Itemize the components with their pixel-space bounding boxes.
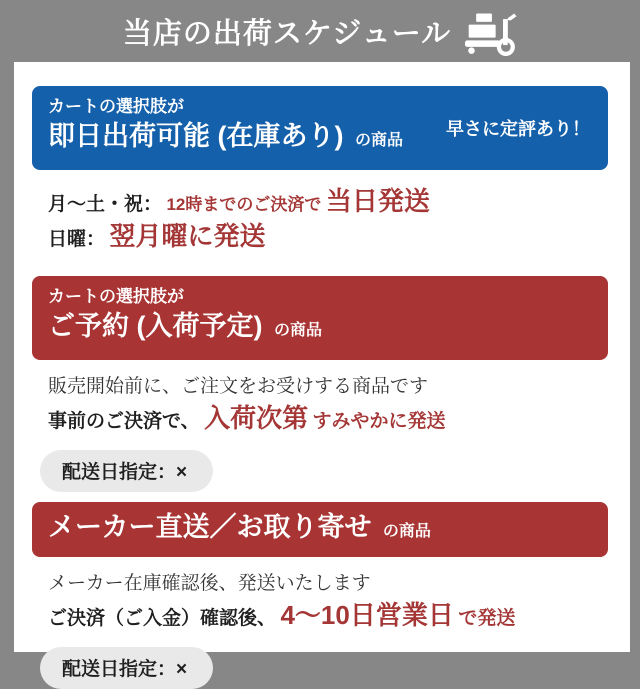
preorder-row2-highlight: 入荷次第 [204, 403, 309, 433]
section-direct-header [32, 502, 608, 557]
preorder-header-line1: カートの選択肢が [48, 287, 184, 306]
direct-row1-text: メーカー在庫確認後、発送いたします [48, 573, 371, 594]
preorder-body [48, 372, 608, 438]
direct-pill-row [32, 635, 608, 689]
preorder-header-strong: ご予約 (入荷予定) [48, 311, 263, 341]
preorder-row2-label: 事前のご決済で、 [48, 411, 200, 432]
preorder-pill-row [32, 438, 608, 492]
direct-row2-label: ご決済（ご入金）確認後、 [48, 608, 277, 629]
section-instock-header [32, 86, 608, 170]
instock-row2-highlight: 翌月曜に発送 [109, 221, 266, 251]
preorder-header-suffix: の商品 [273, 322, 322, 339]
direct-header-suffix: の商品 [382, 523, 431, 540]
delivery-cart-icon [465, 11, 517, 55]
direct-delivery-date-badge: 配送日指定：× [40, 647, 213, 689]
preorder-row-shipping [48, 403, 608, 438]
direct-row-description [48, 569, 608, 600]
instock-row1-label: 月〜土・祝： [48, 194, 163, 215]
instock-row1-condition: 12時までのご決済で [166, 195, 322, 214]
instock-row-sunday [48, 221, 608, 256]
title-band [0, 0, 640, 62]
instock-header-suffix: の商品 [354, 132, 403, 149]
preorder-delivery-date-badge: 配送日指定：× [40, 450, 213, 492]
direct-row2-tail: で発送 [458, 608, 516, 629]
instock-row2-label: 日曜： [48, 229, 106, 250]
page-title: 当店の出荷スケジュール [122, 17, 452, 50]
instock-header-line1: カートの選択肢が [48, 97, 184, 116]
direct-body [48, 569, 608, 635]
preorder-row2-tail: すみやかに発送 [312, 411, 446, 432]
instock-body [48, 186, 608, 256]
direct-header-strong: メーカー直送／お取り寄せ [48, 512, 372, 542]
instock-side-note: 早さに定評あり！ [446, 119, 590, 139]
instock-header-strong: 即日出荷可能 (在庫あり) [48, 121, 344, 151]
preorder-row1-text: 販売開始前に、ご注文をお受けする商品です [48, 376, 429, 397]
direct-header-line [48, 509, 592, 550]
section-preorder-header [32, 276, 608, 360]
instock-row1-highlight: 当日発送 [325, 186, 430, 216]
direct-row2-highlight: 4〜10日営業日 [280, 600, 454, 630]
content-panel [14, 62, 630, 680]
direct-row-shipping [48, 600, 608, 635]
instock-row-weekday [48, 186, 608, 221]
preorder-row-description [48, 372, 608, 403]
preorder-header-line2 [48, 308, 592, 349]
